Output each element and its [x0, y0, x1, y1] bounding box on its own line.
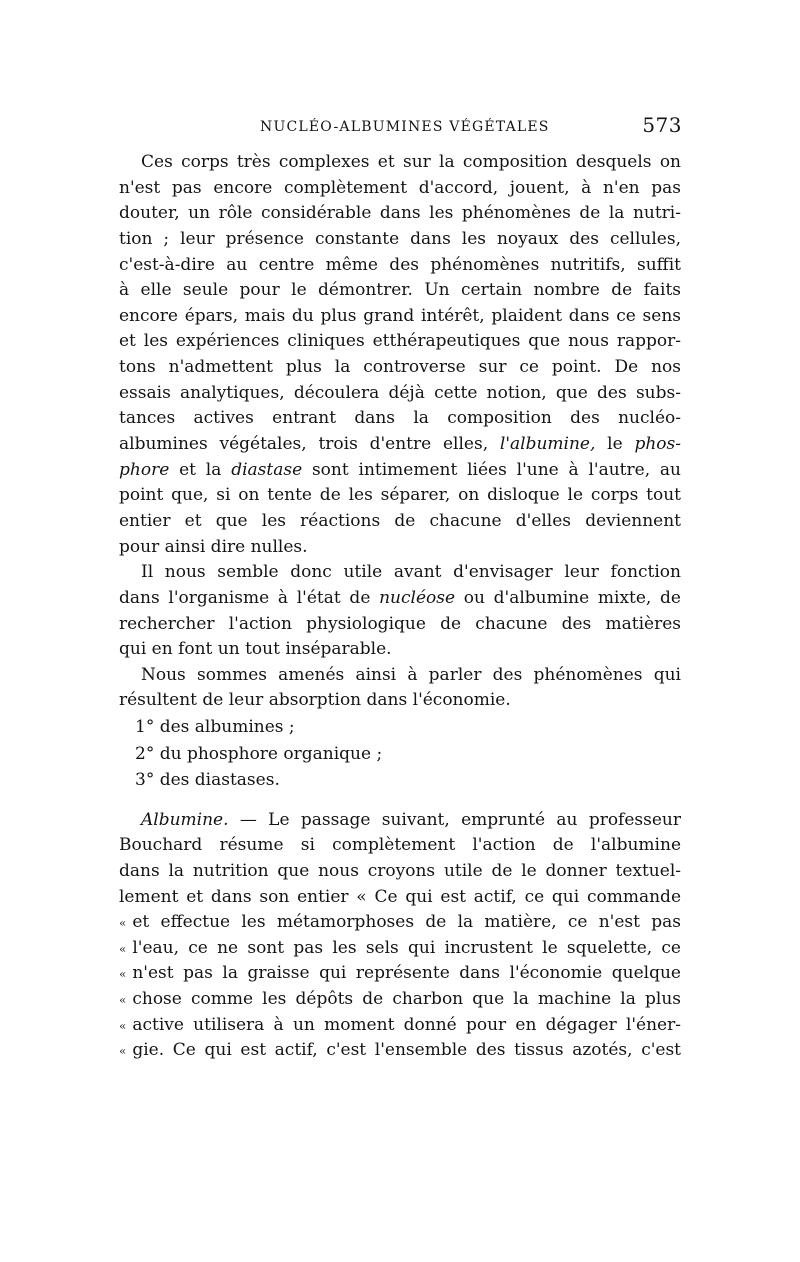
paragraph-2	[119, 560, 681, 663]
italic-term-diastase: diastase	[231, 459, 303, 480]
text-line: dans la nutrition que nous croyons utile de le donner textuel-	[119, 860, 681, 881]
text-line: entier et que les réactions de chacune d'elles deviennent	[119, 510, 681, 531]
text-run: active utilisera à un moment donné pour en dégager l'éner-	[132, 1014, 681, 1035]
text-line: douter, un rôle considérable dans les phénomènes de la nutri-	[119, 203, 681, 224]
text-run: sont intimement liées l'une à l'autre, au	[302, 459, 682, 480]
text-line: c'est-à-dire au centre même des phénomènes nutritifs, suffit	[119, 254, 681, 275]
text-run: albumines végétales, trois d'entre elles,	[119, 434, 500, 455]
text-line: rechercher l'action physiologique de chacune des matières	[119, 613, 681, 634]
text-run: n'est pas la graisse qui représente dans l'économie quelque	[132, 963, 681, 984]
enumeration-list	[119, 714, 681, 794]
quote-mark: «	[119, 941, 127, 956]
text-run: ou d'albumine mixte, de	[455, 587, 681, 608]
text-line: point que, si on tente de les séparer, on disloque le corps tout	[119, 485, 681, 506]
running-title: NUCLÉO-ALBUMINES VÉGÉTALES	[260, 119, 550, 135]
quote-mark: «	[119, 1044, 127, 1059]
quoted-line	[119, 987, 681, 1013]
text-line: essais analytiques, découlera déjà cette notion, que des subs-	[119, 382, 681, 403]
text-run: et effectue les métamorphoses de la matière, ce n'est pas	[132, 912, 681, 933]
text-line: pour ainsi dire nulles.	[119, 536, 308, 557]
quote-mark: «	[119, 1018, 127, 1033]
text-line: résultent de leur absorption dans l'économie.	[119, 690, 511, 711]
running-head	[120, 113, 686, 143]
list-item: 3° des diastases.	[135, 770, 280, 791]
text-run: gie. Ce qui est actif, c'est l'ensemble des tissus azotés, c'est	[132, 1040, 681, 1061]
quote-mark: «	[119, 993, 127, 1008]
quoted-line	[119, 961, 681, 987]
paragraph-4	[119, 808, 681, 1064]
text-line: lement et dans son entier « Ce qui est actif, ce qui commande	[119, 886, 681, 907]
text-line: Ces corps très complexes et sur la composition desquels on	[141, 152, 681, 172]
page-number: 573	[642, 113, 682, 137]
text-line: n'est pas encore complètement d'accord, jouent, à n'en pas	[119, 177, 681, 198]
text-run: chose comme les dépôts de charbon que la machine la plus	[132, 989, 681, 1010]
quoted-line	[119, 1038, 681, 1064]
list-item: 1° des albumines ;	[135, 717, 295, 738]
text-line: à elle seule pour le démontrer. Un certain nombre de faits	[119, 280, 681, 301]
italic-term-phosphore-part1: phos-	[634, 434, 681, 455]
text-line: tons n'admettent plus la controverse sur ce point. De nos	[119, 357, 681, 378]
quote-mark: «	[119, 967, 127, 982]
text-line	[119, 432, 681, 458]
text-line	[119, 458, 681, 484]
text-line: Bouchard résume si complètement l'action de l'albumine	[119, 835, 681, 856]
italic-term-albumine: l'albumine,	[499, 434, 596, 455]
text-line: qui en font un tout inséparable.	[119, 639, 392, 660]
text-line	[119, 586, 681, 612]
text-line: tion ; leur présence constante dans les noyaux des cellules,	[119, 228, 681, 249]
text-line: Il nous semble donc utile avant d'envisager leur fonction	[141, 562, 681, 583]
section-title-albumine: Albumine.	[141, 809, 229, 830]
text-line: Nous sommes amenés ainsi à parler des phénomènes qui	[141, 664, 681, 685]
body-text	[119, 150, 681, 1064]
text-run: le	[595, 434, 635, 455]
quote-mark: «	[119, 916, 127, 931]
list-item: 2° du phosphore organique ;	[135, 743, 383, 764]
text-run: l'eau, ce ne sont pas les sels qui incrustent le squelette, ce	[132, 937, 681, 958]
quoted-line	[119, 936, 681, 962]
quoted-line	[119, 910, 681, 936]
text-line: encore épars, mais du plus grand intérêt, plaident dans ce sens	[119, 305, 681, 326]
italic-term-nucleose: nucléose	[379, 587, 456, 608]
text-run: et la	[179, 459, 232, 480]
text-run: dans l'organisme à l'état de	[119, 587, 380, 608]
section-gap	[119, 794, 681, 808]
italic-term-phosphore-part2: phore	[119, 459, 170, 480]
text-line	[119, 808, 681, 834]
text-line: tances actives entrant dans la composition des nucléo-	[119, 408, 681, 429]
paragraph-3	[119, 663, 681, 714]
text-line: et les expériences cliniques etthérapeutiques que nous rappor-	[119, 331, 681, 352]
paragraph-1	[119, 150, 681, 560]
quoted-line	[119, 1013, 681, 1039]
text-run: — Le passage suivant, emprunté au professeur	[228, 809, 681, 830]
